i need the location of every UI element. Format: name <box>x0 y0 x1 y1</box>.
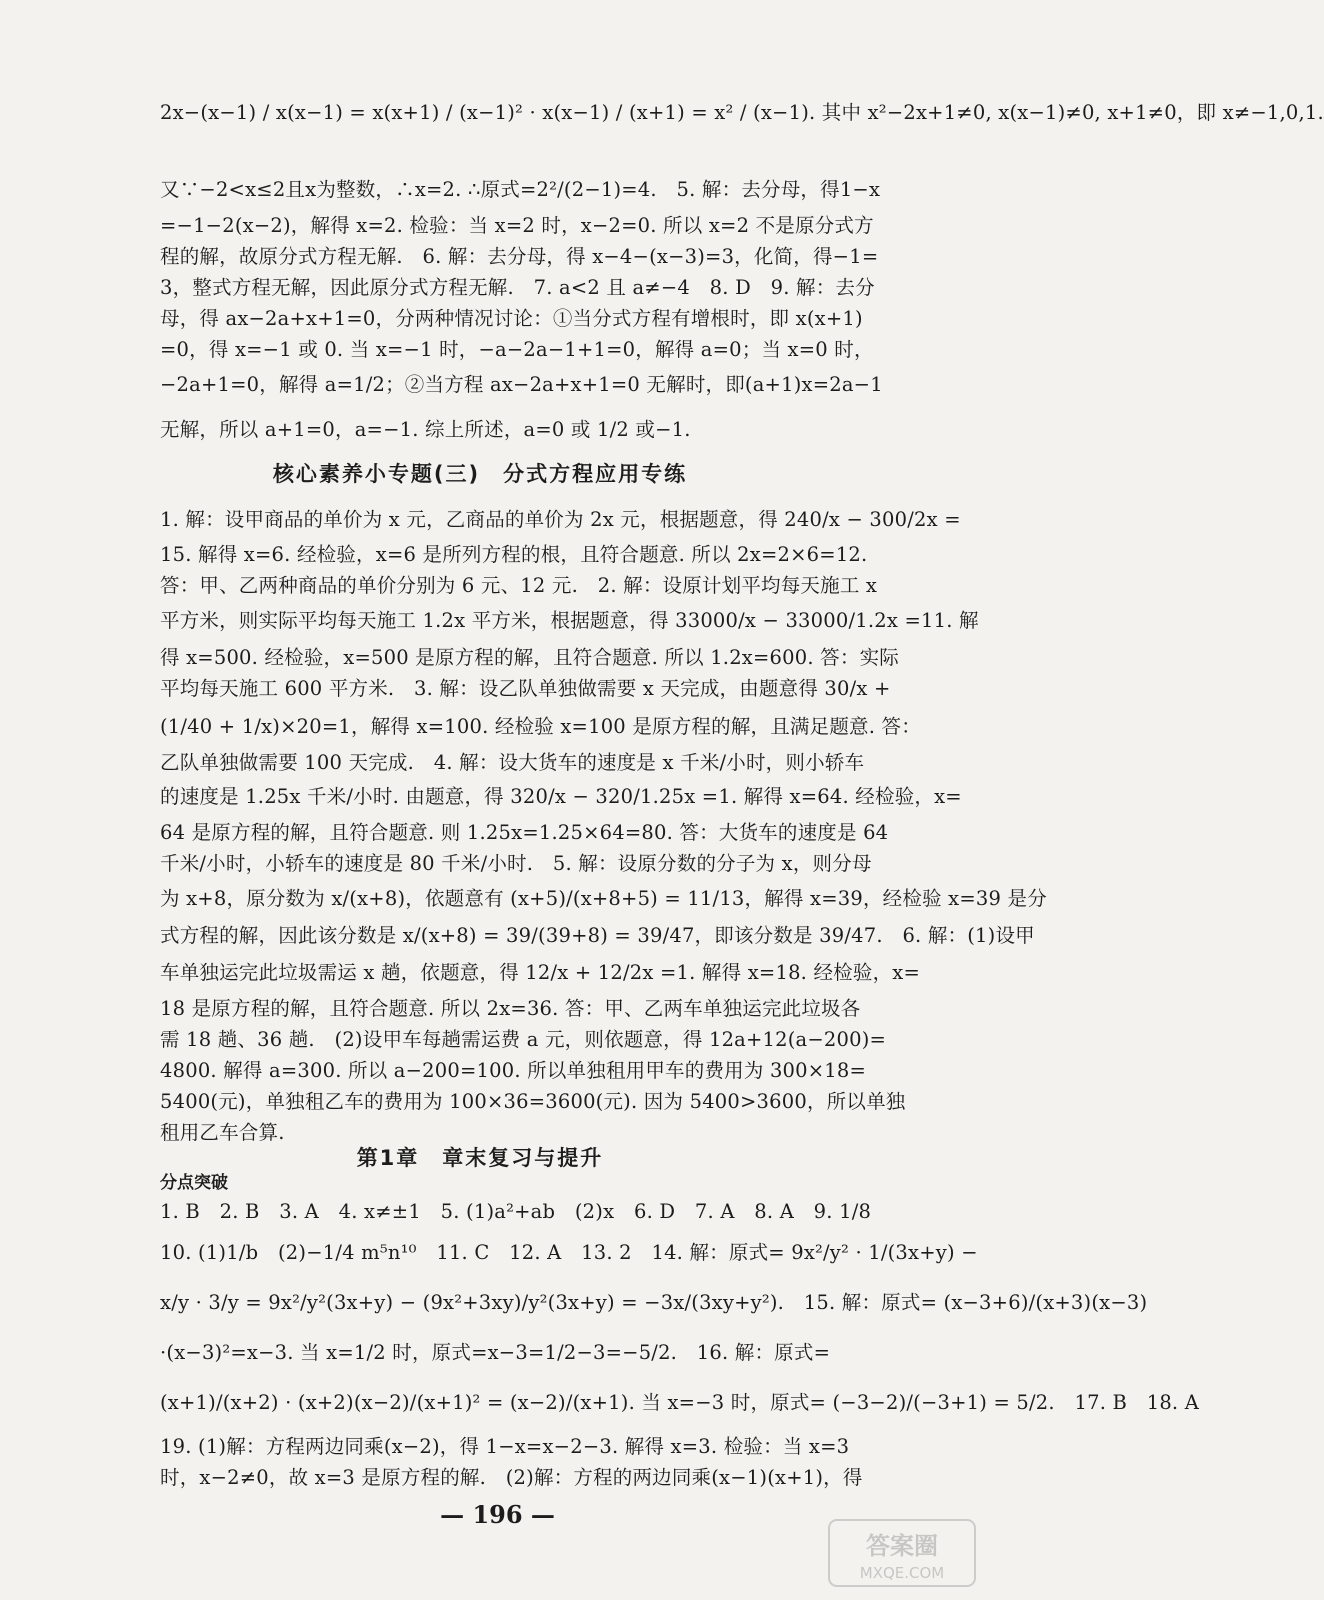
text-line: 千米/小时，小轿车的速度是 80 千米/小时. 5. 解：设原分数的分子为 x，则分母 <box>160 852 872 875</box>
text-line: 3，整式方程无解，因此原分式方程无解. 7. a<2 且 a≠−4 8. D 9. 解：去分 <box>160 276 875 299</box>
section-heading: 第1章 章末复习与提升 <box>356 1146 604 1170</box>
text-line: 2x−(x−1) / x(x−1) = x(x+1) / (x−1)² · x(x−1) / (x+1) = x² / (x−1). 其中 x²−2x+1≠0, x(x−1)≠0, x+1≠0，即 x≠−1,0,1. <box>160 101 1324 124</box>
text-line: 64 是原方程的解，且符合题意. 则 1.25x=1.25×64=80. 答：大货车的速度是 64 <box>160 821 889 844</box>
text-line: −2a+1=0，解得 a=1/2；②当方程 ax−2a+x+1=0 无解时，即(a+1)x=2a−1 <box>160 373 883 396</box>
text-line: 1. B 2. B 3. A 4. x≠±1 5. (1)a²+ab (2)x 6. D 7. A 8. A 9. 1/8 <box>160 1200 872 1223</box>
watermark-logo <box>827 1518 977 1588</box>
text-line: 式方程的解，因此该分数是 x/(x+8) = 39/(39+8) = 39/47，即该分数是 39/47. 6. 解：(1)设甲 <box>160 924 1035 947</box>
text-line: 10. (1)1/b (2)−1/4 m⁵n¹⁰ 11. C 12. A 13. 2 14. 解：原式= 9x²/y² · 1/(3x+y) − <box>160 1241 978 1264</box>
subsection-title: 分点突破 <box>160 1173 228 1193</box>
text-line: 答：甲、乙两种商品的单价分别为 6 元、12 元. 2. 解：设原计划平均每天施工 x <box>160 574 878 597</box>
text-line: 平方米，则实际平均每天施工 1.2x 平方米，根据题意，得 33000/x − 33000/1.2x =11. 解 <box>160 609 979 632</box>
text-line: 乙队单独做需要 100 天完成. 4. 解：设大货车的速度是 x 千米/小时，则小轿车 <box>160 751 865 774</box>
text-line: 5400(元)，单独租乙车的费用为 100×36=3600(元). 因为 5400>3600，所以单独 <box>160 1090 906 1113</box>
text-line: 15. 解得 x=6. 经检验，x=6 是所列方程的根，且符合题意. 所以 2x=2×6=12. <box>160 543 868 566</box>
page-number: — 196 — <box>440 1500 555 1529</box>
text-line: 4800. 解得 a=300. 所以 a−200=100. 所以单独租用甲车的费用为 300×18= <box>160 1059 867 1082</box>
text-line: ·(x−3)²=x−3. 当 x=1/2 时，原式=x−3=1/2−3=−5/2. 16. 解：原式= <box>160 1341 831 1364</box>
text-line: x/y · 3/y = 9x²/y²(3x+y) − (9x²+3xy)/y²(3x+y) = −3x/(3xy+y²). 15. 解：原式= (x−3+6)/(x+3)(x−3) <box>160 1291 1148 1314</box>
text-line: 19. (1)解：方程两边同乘(x−2)，得 1−x=x−2−3. 解得 x=3. 检验：当 x=3 <box>160 1435 850 1458</box>
text-line: 车单独运完此垃圾需运 x 趟，依题意，得 12/x + 12/2x =1. 解得 x=18. 经检验，x= <box>160 961 921 984</box>
watermark-url: MXQE.COM <box>859 1564 945 1582</box>
text-line: (x+1)/(x+2) · (x+2)(x−2)/(x+1)² = (x−2)/(x+1). 当 x=−3 时，原式= (−3−2)/(−3+1) = 5/2. 17. B 18. A <box>160 1391 1200 1414</box>
text-line: =−1−2(x−2)，解得 x=2. 检验：当 x=2 时，x−2=0. 所以 x=2 不是原分式方 <box>160 214 874 237</box>
text-line: 时，x−2≠0，故 x=3 是原方程的解. (2)解：方程的两边同乘(x−1)(x+1)，得 <box>160 1466 863 1489</box>
text-line: 18 是原方程的解，且符合题意. 所以 2x=36. 答：甲、乙两车单独运完此垃圾各 <box>160 997 861 1020</box>
text-line: (1/40 + 1/x)×20=1，解得 x=100. 经检验 x=100 是原方程的解，且满足题意. 答： <box>160 715 921 738</box>
text-line: 平均每天施工 600 平方米. 3. 解：设乙队单独做需要 x 天完成，由题意得 30/x + <box>160 677 891 700</box>
text-line: 需 18 趟、36 趟. (2)设甲车每趟需运费 a 元，则依题意，得 12a+12(a−200)= <box>160 1028 887 1051</box>
section-heading: 核心素养小专题(三) 分式方程应用专练 <box>272 462 688 486</box>
text-line: 的速度是 1.25x 千米/小时. 由题意，得 320/x − 320/1.25x =1. 解得 x=64. 经检验，x= <box>160 785 962 808</box>
text-line: 又∵−2<x≤2且x为整数，∴x=2. ∴原式=2²/(2−1)=4. 5. 解：去分母，得1−x <box>160 178 881 201</box>
text-line: 为 x+8，原分数为 x/(x+8)，依题意有 (x+5)/(x+8+5) = 11/13，解得 x=39，经检验 x=39 是分 <box>160 887 1047 910</box>
text-line: 得 x=500. 经检验，x=500 是原方程的解，且符合题意. 所以 1.2x=600. 答：实际 <box>160 646 899 669</box>
text-line: 1. 解：设甲商品的单价为 x 元，乙商品的单价为 2x 元，根据题意，得 240/x − 300/2x = <box>160 508 961 531</box>
text-line: 母，得 ax−2a+x+1=0，分两种情况讨论：①当分式方程有增根时，即 x(x+1) <box>160 307 863 330</box>
text-line: 租用乙车合算. <box>160 1121 285 1144</box>
text-line: 程的解，故原分式方程无解. 6. 解：去分母，得 x−4−(x−3)=3，化简，得−1= <box>160 245 879 268</box>
text-line: =0，得 x=−1 或 0. 当 x=−1 时，−a−2a−1+1=0，解得 a=0；当 x=0 时， <box>160 338 874 361</box>
watermark-text: 答案圈 <box>866 1532 938 1560</box>
text-line: 无解，所以 a+1=0，a=−1. 综上所述，a=0 或 1/2 或−1. <box>160 418 691 441</box>
